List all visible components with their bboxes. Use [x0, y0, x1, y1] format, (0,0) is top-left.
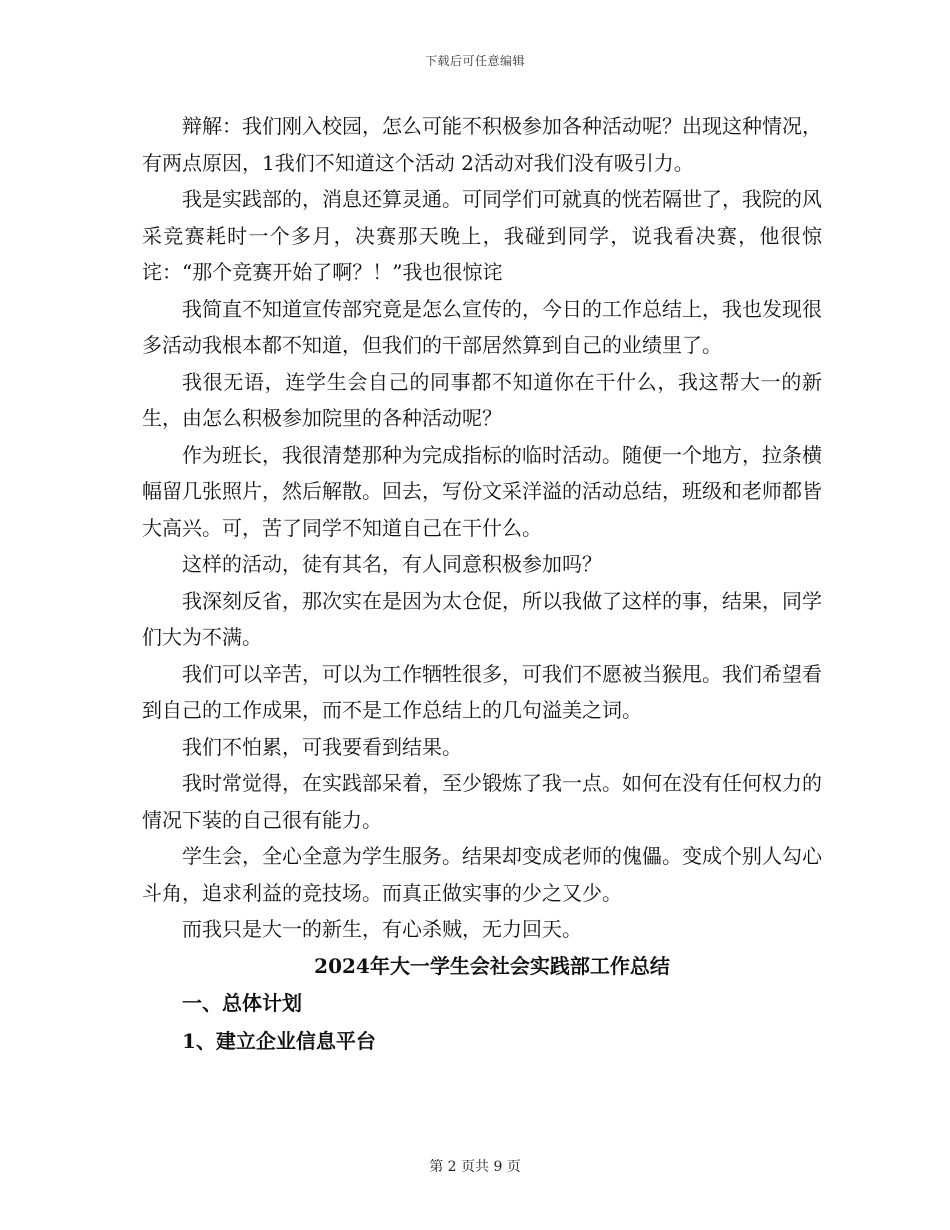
paragraph: 我是实践部的，消息还算灵通。可同学们可就真的恍若隔世了，我院的风采竞赛耗时一个多月，决赛那天晚上，我碰到同学，说我看决赛，他很惊诧：“那个竞赛开始了啊？！”我也很惊诧 [142, 187, 822, 284]
paragraph: 我时常觉得，在实践部呆着，至少锻炼了我一点。如何在没有任何权力的情况下装的自己很有能力。 [142, 771, 822, 832]
section-title: 2024年大一学生会社会实践部工作总结 [314, 953, 670, 978]
paragraph: 我们可以辛苦，可以为工作牺牲很多，可我们不愿被当猴甩。我们希望看到自己的工作成果，而不是工作总结上的几句溢美之词。 [142, 661, 822, 722]
paragraph: 我们不怕累，可我要看到结果。 [182, 734, 462, 759]
paragraph: 作为班长，我很清楚那种为完成指标的临时活动。随便一个地方，拉条横幅留几张照片，然后解散。回去，写份文采洋溢的活动总结，班级和老师都皆大高兴。可，苦了同学不知道自己在干什么。 [142, 442, 822, 540]
page-footer: 第 2 页共 9 页 [429, 1159, 521, 1175]
page-header: 下载后可任意编辑 [424, 54, 525, 68]
document-body [142, 108, 822, 1060]
subsection-heading: 1、建立企业信息平台 [182, 1029, 376, 1053]
paragraph: 而我只是大一的新生，有心杀贼，无力回天。 [182, 917, 582, 941]
paragraph: 我简直不知道宣传部究竟是怎么宣传的，今日的工作总结上，我也发现很多活动我根本都不知道，但我们的干部居然算到自己的业绩里了。 [142, 296, 822, 357]
paragraph: 我深刻反省，那次实在是因为太仓促，所以我做了这样的事，结果，同学们大为不满。 [142, 588, 822, 649]
paragraph: 我很无语，连学生会自己的同事都不知道你在干什么，我这帮大一的新生，由怎么积极参加院里的各种活动呢？ [142, 369, 822, 430]
paragraph: 学生会，全心全意为学生服务。结果却变成老师的傀儡。变成个别人勾心斗角，追求利益的竞技场。而真正做实事的少之又少。 [142, 844, 822, 905]
paragraph: 这样的活动，徒有其名，有人同意积极参加吗？ [182, 552, 602, 576]
section-heading: 一、总体计划 [182, 991, 302, 1015]
paragraph: 辩解：我们刚入校园，怎么可能不积极参加各种活动呢？出现这种情况，有两点原因，1我们不知道这个活动 2活动对我们没有吸引力。 [142, 114, 822, 175]
